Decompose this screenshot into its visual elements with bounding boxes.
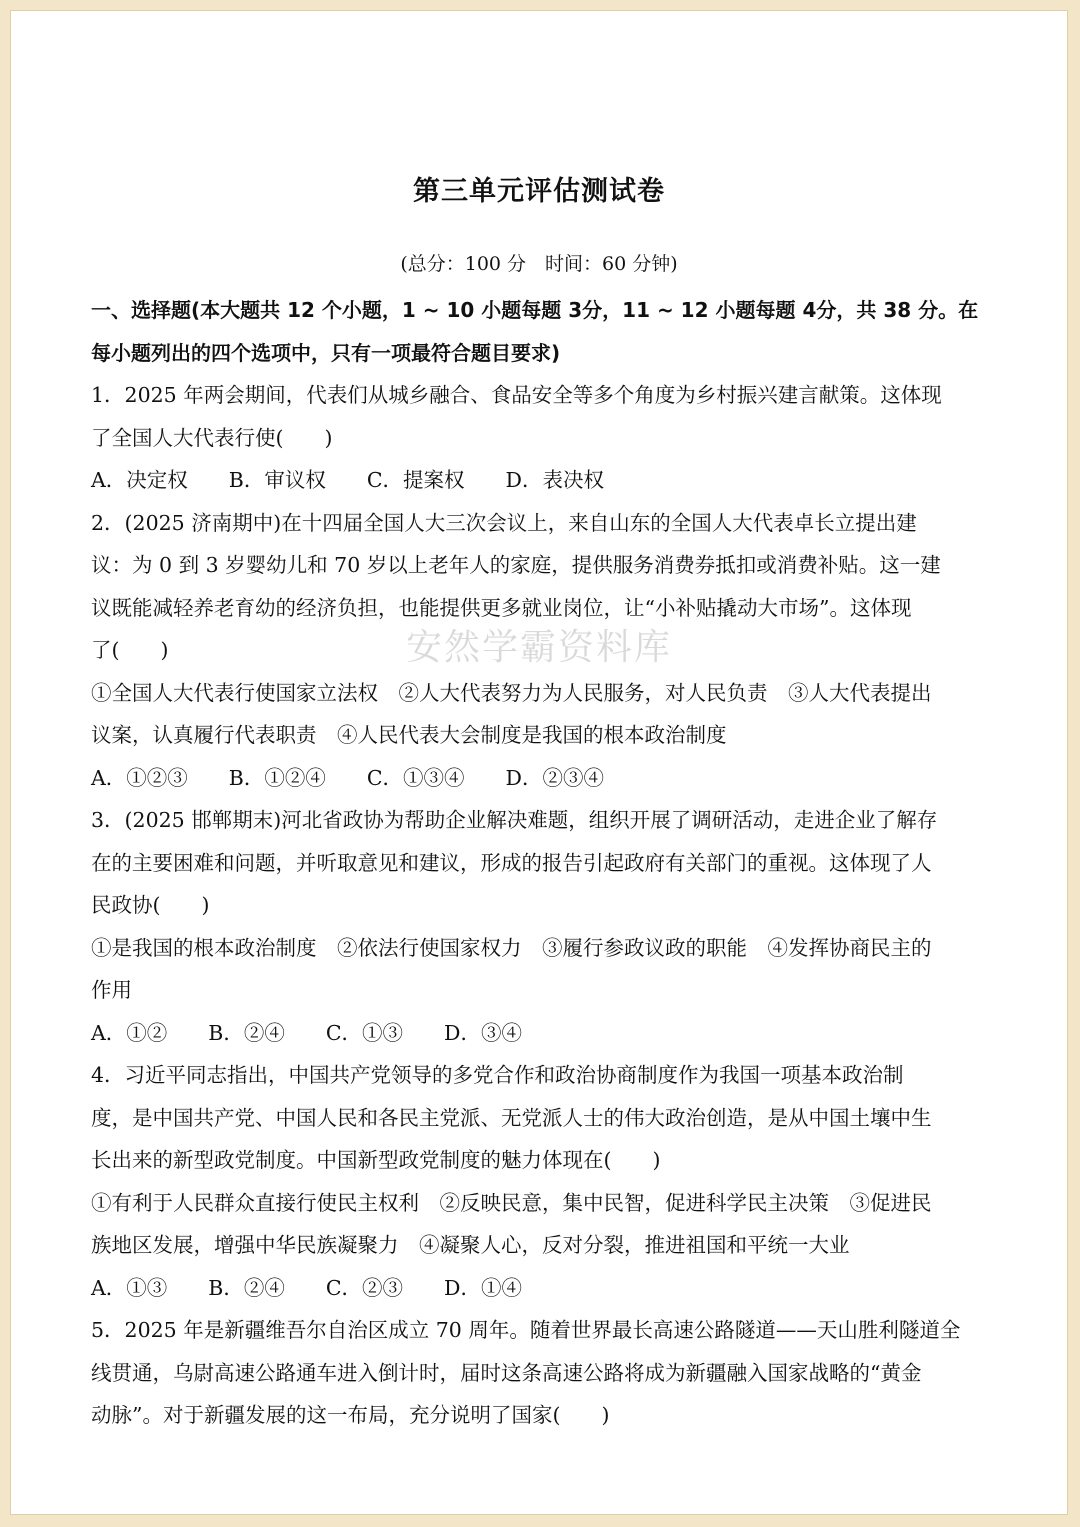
question-section [91,289,996,1437]
question-2-stem: 议既能减轻养老育幼的经济负担，也能提供更多就业岗位，让“小补贴撬动大市场”。这体现 [91,595,912,620]
question-2-options: A．①②③ B．①②④ C．①③④ D．②③④ [91,765,604,790]
question-3-statements: ①是我国的根本政治制度 ②依法行使国家权力 ③履行参政议政的职能 ④发挥协商民主的 [91,935,932,960]
question-3-options: A．①② B．②④ C．①③ D．③④ [91,1020,522,1045]
question-4-statements: ①有利于人民群众直接行使民主权利 ②反映民意，集中民智，促进科学民主决策 ③促进民 [91,1190,932,1215]
watermark: 安然学霸资料库 [406,627,673,668]
question-2-statements: ①全国人大代表行使国家立法权 ②人大代表努力为人民服务，对人民负责 ③人大代表提出 [91,680,932,705]
question-5-stem: 线贯通，乌尉高速公路通车进入倒计时，届时这条高速公路将成为新疆融入国家战略的“黄金 [91,1360,922,1385]
exam-page [10,10,1068,1515]
question-3-stem: 民政协( ) [91,893,210,917]
question-1-stem: 了全国人大代表行使( ) [91,425,333,450]
question-1-options: A．决定权 B．审议权 C．提案权 D．表决权 [91,468,604,492]
page-title: 第三单元评估测试卷 [413,176,665,207]
question-2-statements: 议案，认真履行代表职责 ④人民代表大会制度是我国的根本政治制度 [91,723,727,747]
section-heading-line: 每小题列出的四个选项中，只有一项最符合题目要求) [91,340,561,365]
question-4-options: A．①③ B．②④ C．②③ D．①④ [91,1275,522,1300]
question-2-stem: 了( ) [91,638,169,662]
question-3-stem: 3．(2025 邯郸期末)河北省政协为帮助企业解决难题，组织开展了调研活动，走进企业了解存 [91,808,938,832]
question-3-statements: 作用 [91,978,132,1002]
question-5-stem: 5．2025 年是新疆维吾尔自治区成立 70 周年。随着世界最长高速公路隧道——天山胜利隧道全 [91,1318,961,1342]
question-4-stem: 度，是中国共产党、中国人民和各民主党派、无党派人士的伟大政治创造，是从中国土壤中生 [91,1105,932,1130]
question-2-stem: 2．(2025 济南期中)在十四届全国人大三次会议上，来自山东的全国人大代表卓长立提出建 [91,510,917,535]
question-4-stem: 长出来的新型政党制度。中国新型政党制度的魅力体现在( ) [91,1148,661,1172]
question-1-stem: 1．2025 年两会期间，代表们从城乡融合、食品安全等多个角度为乡村振兴建言献策。这体现 [91,383,942,407]
section-heading-line: 一、选择题(本大题共 12 个小题，1 ~ 10 小题每题 3分，11 ~ 12 小题每题 4分，共 38 分。在 [91,298,979,322]
question-4-statements: 族地区发展，增强中华民族凝聚力 ④凝聚人心，反对分裂，推进祖国和平统一大业 [91,1233,850,1257]
question-4-stem: 4．习近平同志指出，中国共产党领导的多党合作和政治协商制度作为我国一项基本政治制 [91,1063,904,1087]
question-5-stem: 动脉”。对于新疆发展的这一布局，充分说明了国家( ) [91,1403,610,1427]
exam-info: (总分：100 分 时间：60 分钟) [400,253,678,275]
question-3-stem: 在的主要困难和问题，并听取意见和建议，形成的报告引起政府有关部门的重视。这体现了人 [91,850,932,875]
question-2-stem: 议：为 0 到 3 岁婴幼儿和 70 岁以上老年人的家庭，提供服务消费券抵扣或消费补贴。这一建 [91,553,941,577]
